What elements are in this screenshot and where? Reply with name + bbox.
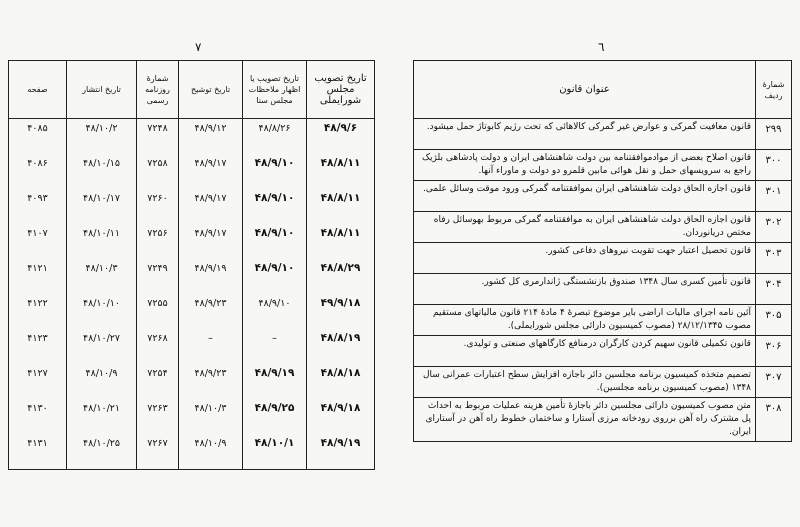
cell-page: ۴۱۲۲	[9, 294, 67, 329]
cell-number: ۷۲۵۵	[137, 294, 179, 329]
law-title: آئین نامه اجرای مالیات اراضی بایر موضوع تبصرهٔ ۴ مادهٔ ۲۱۴ قانون مالیاتهای مستقیم مصوب ۲۸/۱۲/۱۳۴۵ (مصوب کمیسیون دارائی مجلس شورایملی).	[414, 305, 756, 336]
cell-sena: ۴۸/۹/۱۰	[243, 259, 307, 294]
cell-publish: ۴۸/۱۰/۱۵	[67, 154, 137, 189]
row-number: ۳۰۶	[756, 336, 792, 367]
page-number-left: ٧	[195, 40, 202, 54]
row-number: ۳۰۵	[756, 305, 792, 336]
cell-sena: –	[243, 329, 307, 364]
cell-number: ۷۲۶۳	[137, 399, 179, 434]
list-item	[414, 212, 792, 243]
cell-tavshih: ۴۸/۹/۱۷	[179, 224, 243, 259]
row-number: ۳۰۱	[756, 181, 792, 212]
cell-page: ۴۱۳۱	[9, 434, 67, 470]
cell-sena: ۴۸/۹/۱۹	[243, 364, 307, 399]
table-row	[9, 294, 375, 329]
law-title: تصمیم متخذه کمیسیون برنامه مجلسین دائر باجازه افزایش سطح اعتبارات عمرانی سال ۱۳۴۸ (مصوب کمیسیون برنامه مجلسین).	[414, 367, 756, 398]
cell-publish: ۴۸/۱۰/۲	[67, 119, 137, 155]
row-number: ۳۰۷	[756, 367, 792, 398]
cell-page: ۴۰۹۳	[9, 189, 67, 224]
cell-publish: ۴۸/۱۰/۱۰	[67, 294, 137, 329]
row-number: ۲۹۹	[756, 119, 792, 150]
cell-number: ۷۲۶۷	[137, 434, 179, 470]
law-title: قانون تکمیلی قانون سهیم کردن کارگران درمنافع کارگاههای صنعتی و تولیدی.	[414, 336, 756, 367]
law-title: قانون تأمین کسری سال ۱۳۴۸ صندوق بازنشستگی ژاندارمری کل کشور.	[414, 274, 756, 305]
cell-page: ۴۱۲۷	[9, 364, 67, 399]
left-table	[8, 60, 375, 470]
row-number: ۳۰۳	[756, 243, 792, 274]
table-row	[9, 119, 375, 155]
cell-publish: ۴۸/۱۰/۲۵	[67, 434, 137, 470]
list-item	[414, 119, 792, 150]
cell-publish: ۴۸/۱۰/۹	[67, 364, 137, 399]
header-tavshih: تاریخ توشیح	[179, 61, 243, 119]
cell-majlis: ۴۸/۹/۶	[307, 119, 375, 155]
cell-tavshih: ۴۸/۹/۱۹	[179, 259, 243, 294]
table-row	[9, 329, 375, 364]
cell-sena: ۴۸/۹/۱۰	[243, 294, 307, 329]
cell-page: ۴۰۸۵	[9, 119, 67, 155]
cell-tavshih: ۴۸/۹/۱۷	[179, 189, 243, 224]
cell-majlis: ۴۸/۸/۱۱	[307, 189, 375, 224]
table-row	[9, 189, 375, 224]
law-title: قانون اجازه الحاق دولت شاهنشاهی ایران به موافقتنامه گمرکی مربوط بهوسائل رفاه مختص دریانوردان.	[414, 212, 756, 243]
cell-number: ۷۲۵۸	[137, 154, 179, 189]
cell-number: ۷۲۶۰	[137, 189, 179, 224]
list-item	[414, 181, 792, 212]
cell-page: ۴۱۲۱	[9, 259, 67, 294]
header-law-title: عنوان قانون	[414, 61, 756, 119]
row-number: ۳۰۸	[756, 398, 792, 442]
cell-majlis: ۴۸/۸/۱۹	[307, 329, 375, 364]
cell-majlis: ۴۸/۹/۱۸	[307, 399, 375, 434]
cell-sena: ۴۸/۹/۱۰	[243, 189, 307, 224]
list-item	[414, 150, 792, 181]
cell-tavshih: ۴۸/۹/۱۲	[179, 119, 243, 155]
table-row	[9, 399, 375, 434]
cell-number: ۷۲۵۶	[137, 224, 179, 259]
list-item	[414, 336, 792, 367]
table-row	[9, 224, 375, 259]
cell-page: ۴۱۳۰	[9, 399, 67, 434]
cell-majlis: ۴۸/۸/۱۱	[307, 224, 375, 259]
cell-number: ۷۲۴۸	[137, 119, 179, 155]
cell-majlis: ۴۸/۸/۱۸	[307, 364, 375, 399]
law-title: قانون معافیت گمرکی و عوارض غیر گمرکی کالاهائی که تحت رژیم کابوتاژ حمل میشود.	[414, 119, 756, 150]
header-sena: تاریخ تصویب یا اظهار ملاحظات مجلس سنا	[243, 61, 307, 119]
cell-publish: ۴۸/۱۰/۱۷	[67, 189, 137, 224]
law-title: قانون تحصیل اعتبار جهت تقویت نیروهای دفاعی کشور.	[414, 243, 756, 274]
list-item	[414, 243, 792, 274]
cell-sena: ۴۸/۹/۱۰	[243, 224, 307, 259]
cell-tavshih: –	[179, 329, 243, 364]
cell-publish: ۴۸/۱۰/۳	[67, 259, 137, 294]
cell-publish: ۴۸/۱۰/۱۱	[67, 224, 137, 259]
table-row	[9, 364, 375, 399]
cell-page: ۴۱۲۳	[9, 329, 67, 364]
law-title: قانون اصلاح بعضی از موادموافقتنامه بین دولت شاهنشاهی ایران و دولت پادشاهی بلژیک راجع به سرویسهای حمل و نقل هوائی مابین قلمرو دو دولت و ماوراء آنها.	[414, 150, 756, 181]
cell-tavshih: ۴۸/۱۰/۳	[179, 399, 243, 434]
cell-sena: ۴۸/۹/۱۰	[243, 154, 307, 189]
list-item	[414, 274, 792, 305]
cell-number: ۷۲۶۸	[137, 329, 179, 364]
cell-majlis: ۴۸/۸/۲۹	[307, 259, 375, 294]
law-title: متن مصوب کمیسیون دارائی مجلسین دائر باجازهٔ تأمین هزینه عملیات مربوط به احداث پل مشترک راه آهن برروی رودخانه مرزی آستارا و ساختمان خطوط راه آهن در آستارای ایران.	[414, 398, 756, 442]
list-item	[414, 398, 792, 442]
cell-sena: ۴۸/۱۰/۱	[243, 434, 307, 470]
page-number-right: ٦	[598, 40, 605, 54]
header-page: صفحه	[9, 61, 67, 119]
header-gazette-number: شمارهٔ روزنامه رسمی	[137, 61, 179, 119]
cell-publish: ۴۸/۱۰/۲۷	[67, 329, 137, 364]
cell-majlis: ۴۸/۹/۱۹	[307, 434, 375, 470]
cell-tavshih: ۴۸/۱۰/۹	[179, 434, 243, 470]
right-table	[413, 60, 792, 442]
cell-majlis: ۴۸/۸/۱۱	[307, 154, 375, 189]
cell-majlis: ۴۹/۹/۱۸	[307, 294, 375, 329]
right-table-body	[414, 119, 792, 442]
table-row	[9, 154, 375, 189]
row-number: ۳۰۰	[756, 150, 792, 181]
list-item	[414, 367, 792, 398]
header-publish-date: تاریخ انتشار	[67, 61, 137, 119]
law-title: قانون اجازه الحاق دولت شاهنشاهی ایران بموافقتنامه گمرکی ورود موقت وسائل علمی.	[414, 181, 756, 212]
cell-number: ۷۲۵۴	[137, 364, 179, 399]
row-number: ۳۰۲	[756, 212, 792, 243]
header-row-number: شمارهٔ ردیف	[756, 61, 792, 119]
cell-tavshih: ۴۸/۹/۱۷	[179, 154, 243, 189]
cell-tavshih: ۴۸/۹/۲۳	[179, 294, 243, 329]
cell-page: ۴۱۰۷	[9, 224, 67, 259]
cell-sena: ۴۸/۹/۲۵	[243, 399, 307, 434]
list-item	[414, 305, 792, 336]
left-table-body	[9, 119, 375, 470]
header-majlis: تاریخ تصویب مجلس شورایملی	[307, 61, 375, 119]
cell-tavshih: ۴۸/۹/۲۳	[179, 364, 243, 399]
cell-sena: ۴۸/۸/۲۶	[243, 119, 307, 155]
cell-number: ۷۲۴۹	[137, 259, 179, 294]
table-row	[9, 434, 375, 470]
cell-page: ۴۰۸۶	[9, 154, 67, 189]
cell-publish: ۴۸/۱۰/۲۱	[67, 399, 137, 434]
table-row	[9, 259, 375, 294]
row-number: ۳۰۴	[756, 274, 792, 305]
